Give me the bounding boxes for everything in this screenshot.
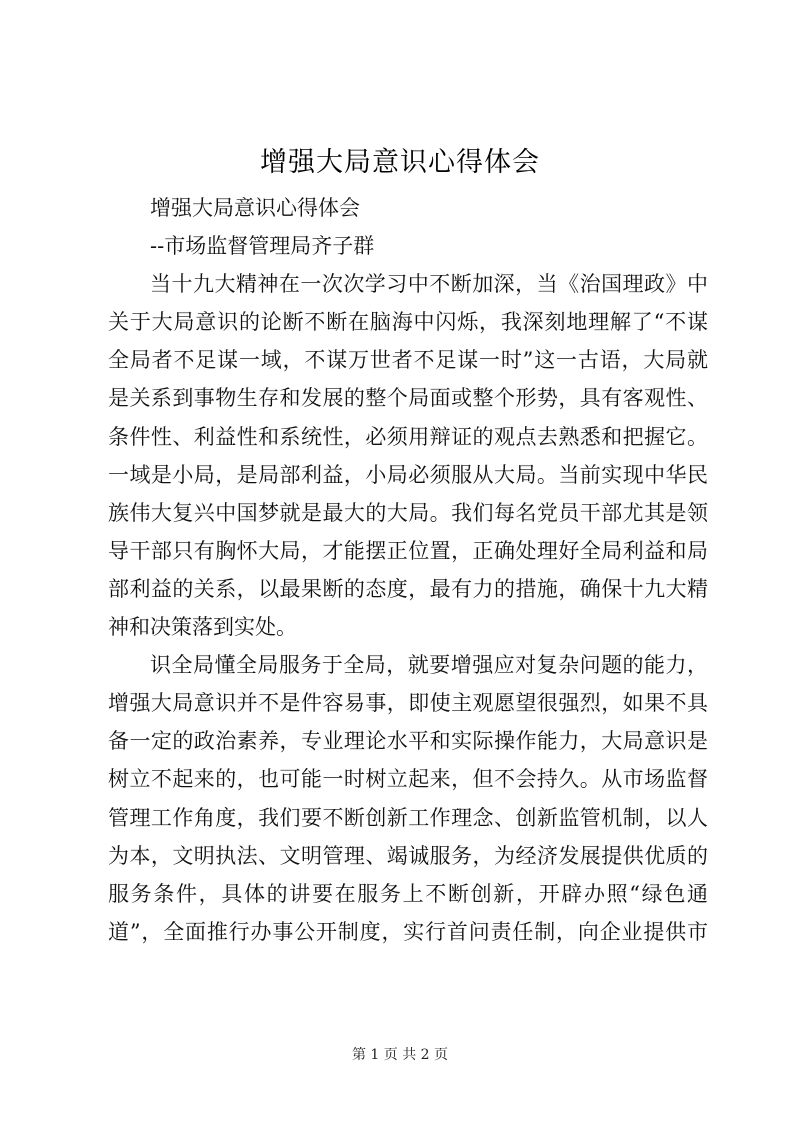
text-line: 为本，文明执法、文明管理、竭诚服务，为经济发展提供优质的 <box>108 843 708 868</box>
text-line: 关于大局意识的论断不断在脑海中闪烁，我深刻地理解了“不谋 <box>108 310 708 335</box>
text-line: 树立不起来的，也可能一时树立起来，但不会持久。从市场监督 <box>108 767 708 792</box>
page-footer: 第 1 页 共 2 页 <box>351 1047 449 1063</box>
text-line: 管理工作角度，我们要不断创新工作理念、创新监管机制，以人 <box>108 805 708 830</box>
document-title: 增强大局意识心得体会 <box>260 147 540 178</box>
text-line: 导干部只有胸怀大局，才能摆正位置，正确处理好全局利益和局 <box>108 538 708 563</box>
text-line: 识全局懂全局服务于全局，就要增强应对复杂问题的能力， <box>150 653 708 678</box>
text-line: 服务条件，具体的讲要在服务上不断创新，开辟办照“绿色通 <box>108 881 708 906</box>
text-line: 增强大局意识并不是件容易事，即使主观愿望很强烈，如果不具 <box>108 691 708 716</box>
text-line: 条件性、利益性和系统性，必须用辩证的观点去熟悉和把握它。 <box>108 424 708 449</box>
text-line: 当十九大精神在一次次学习中不断加深，当《治国理政》中 <box>150 272 708 297</box>
text-line: 族伟大复兴中国梦就是最大的大局。我们每名党员干部尤其是领 <box>108 500 708 525</box>
text-line: 部利益的关系，以最果断的态度，最有力的措施，确保十九大精 <box>108 576 708 601</box>
text-line: 道”，全面推行办事公开制度，实行首问责任制，向企业提供市 <box>108 919 708 944</box>
text-line: 一域是小局，是局部利益，小局必须服从大局。当前实现中华民 <box>108 462 708 487</box>
text-line: 备一定的政治素养，专业理论水平和实际操作能力，大局意识是 <box>108 729 708 754</box>
text-line: 是关系到事物生存和发展的整个局面或整个形势，具有客观性、 <box>108 386 708 411</box>
document-body <box>108 189 708 951</box>
text-line: 增强大局意识心得体会 <box>150 196 360 220</box>
text-line: 全局者不足谋一域，不谋万世者不足谋一时”这一古语，大局就 <box>108 348 708 373</box>
text-line: --市场监督管理局齐子群 <box>150 234 375 259</box>
text-line: 神和决策落到实处。 <box>108 615 297 640</box>
